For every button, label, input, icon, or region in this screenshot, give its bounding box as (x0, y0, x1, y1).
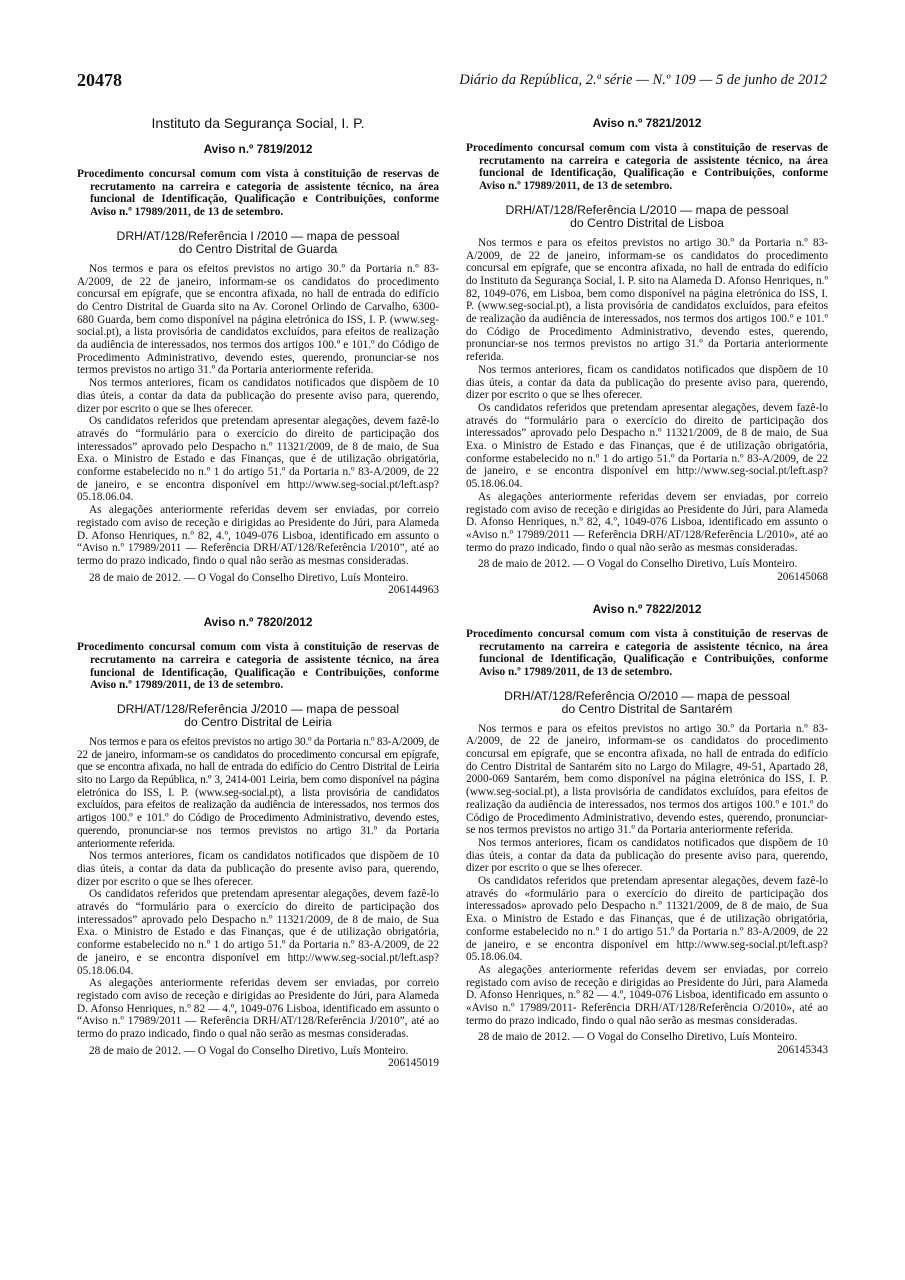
paragraph: Nos termos e para os efeitos previstos no artigo 30.º da Portaria n.º 83-A/2009, de 22 de janeiro, informam-se os candidatos do procedimento concursal em epígrafe, que se encontra afixada, no hall de entrada do edifício do Centro Distrital de Santarém sito no Largo do Milagre, 49-51, Apartado 28, 2000-069 Santarém, bem como disponível na página eletrónica do ISS, I. P. (www.seg-social.pt), a lista provisória de candidatos excluídos, para efeitos de realização da audiência de interessados, nos termos dos artigos 100.º e 101.º do Código de Procedimento Administrativo, devendo estes, querendo, pronunciar-se nos termos previstos no artigo 31.º da Portaria anteriormente referida. (466, 722, 828, 837)
spacer (77, 597, 439, 611)
reference-line-2: do Centro Distrital de Lisboa (570, 216, 724, 231)
aviso-title: Aviso n.º 7820/2012 (203, 615, 313, 630)
spacer (466, 584, 828, 598)
reference-heading (77, 703, 439, 730)
reference-line-2: do Centro Distrital de Guarda (178, 242, 338, 257)
document-code: 206145019 (388, 1057, 439, 1070)
document-code: 206145068 (777, 571, 828, 584)
paragraph: Nos termos e para os efeitos previstos no artigo 30.º da Portaria n.º 83-A/2009, de 22 de janeiro, informam-se os candidatos do procedimento concursal em epígrafe, que se encontra afixada, no hall de entrada do edifício do Instituto da Segurança Social, I. P. sito na Alameda D. Afonso Henriques, n.º 82, 1049-076, em Lisboa, bem como disponível na página eletrónica do ISS, I. P. (www.seg-social.pt), a lista provisória de candidatos excluídos, para efeitos de realização da audiência de interessados, nos termos dos artigos 100.º e 101.º do Código de Procedimento Administrativo, devendo estes, querendo, pronunciar-se nos termos previstos no artigo 31.º da Portaria anteriormente referida. (466, 236, 828, 364)
reference-line-2: do Centro Distrital de Santarém (561, 702, 733, 717)
left-column (77, 112, 439, 1070)
document-code: 206144963 (388, 584, 439, 597)
reference-line-1: DRH/AT/128/Referência O/2010 — mapa de pessoal (504, 688, 790, 703)
paragraph: Nos termos e para os efeitos previstos no artigo 30.º da Portaria n.º 83-A/2009, de 22 de janeiro, informam-se os candidatos do procedimento concursal em epígrafe, que se encontra afixada, no hall de entrada do edifício do Centro Distrital de Guarda sito na Av. Coronel Orlindo de Carvalho, 6300-680 Guarda, bem como disponível na página eletrónica do ISS, I. P. (www.seg-social.pt), a lista provisória de candidatos excluídos, para efeitos de realização da audiência de interessados, nos termos dos artigos 100.º e 101.º do Código de Procedimento Administrativo, devendo estes, querendo, pronunciar-se nos termos previstos no artigo 31.º da Portaria anteriormente referida. (77, 262, 439, 377)
procedure-summary: Procedimento concursal comum com vista à constituição de reservas de recrutamento na carreira e categoria de assistente técnico, na área funcional de Identificação, Qualificação e Contribuições, conforme Aviso n.º 17989/2011, de 13 de setembro. (77, 168, 439, 219)
aviso-7820 (77, 615, 439, 1070)
reference-heading (466, 690, 828, 717)
paragraph: Nos termos anteriores, ficam os candidatos notificados que dispõem de 10 dias úteis, a contar da data da publicação do presente aviso para, querendo, dizer por escrito o que se lhes oferecer. (77, 377, 439, 415)
paragraph: Os candidatos referidos que pretendam apresentar alegações, devem fazê-lo através do “formulário para o exercício do direito de participação dos interessados” aprovado pelo Despacho n.º 11321/2009, de 8 de maio, de Sua Exa. o Ministro de Estado e das Finanças, que é de utilização obrigatória, conforme estabelecido no n.º 1 do artigo 51.º da Portaria n.º 83-A/2009, de 22 de janeiro, e se encontra disponível em http://www.seg-social.pt/left.asp?05.18.06.04. (466, 401, 828, 491)
right-column (466, 112, 828, 1057)
signature: 28 de maio de 2012. — O Vogal do Conselho Diretivo, Luís Monteiro. (478, 1031, 798, 1044)
reference-line-2: do Centro Distrital de Leiria (184, 715, 332, 730)
signature: 28 de maio de 2012. — O Vogal do Conselho Diretivo, Luís Monteiro. (478, 558, 798, 571)
reference-line-1: DRH/AT/128/Referência L/2010 — mapa de pessoal (505, 202, 789, 217)
paragraph: As alegações anteriormente referidas devem ser enviadas, por correio registado com aviso de receção e dirigidas ao Presidente do Júri, para Alameda D. Afonso Henriques, n.º 82, 4.º, 1049-076 Lisboa, identificado em assunto o «Aviso n.º 17989/2011 — Referência DRH/AT/128/Referência L/2010», até ao termo do prazo indicado, findo o qual não serão as mesmas consideradas. (466, 490, 828, 554)
paragraph: As alegações anteriormente referidas devem ser enviadas, por correio registado com aviso de receção e dirigidas ao Presidente do Júri, para Alameda D. Afonso Henriques, n.º 82 — 4.º, 1049-076 Lisboa, identificado em assunto o “Aviso n.º 17989/2011 — Referência DRH/AT/128/Referência J/2010”, até ao termo do prazo indicado, findo o qual não serão as mesmas consideradas. (77, 977, 439, 1041)
signature: 28 de maio de 2012. — O Vogal do Conselho Diretivo, Luís Monteiro. (89, 1044, 409, 1057)
paragraph: Os candidatos referidos que pretendam apresentar alegações, devem fazê-lo através do “formulário para o exercício do direito de participação dos interessados” aprovado pelo Despacho n.º 11321/2009, de 8 de maio, de Sua Exa. o Ministro de Estado e das Finanças, que é de utilização obrigatória, conforme estabelecido no n.º 1 do artigo 51.º da Portaria n.º 83-A/2009, de 22 de janeiro, e se encontra disponível em http://www.seg-social.pt/left.asp?05.18.06.04. (77, 415, 439, 504)
reference-line-1: DRH/AT/128/Referência J/2010 — mapa de pessoal (116, 701, 400, 716)
reference-heading (466, 204, 828, 231)
aviso-7821 (466, 116, 828, 584)
paragraph: Nos termos anteriores, ficam os candidatos notificados que dispõem de 10 dias úteis, a contar da data da publicação do presente aviso para, querendo, dizer por escrito o que se lhes oferecer. (466, 363, 828, 402)
paragraph: As alegações anteriormente referidas devem ser enviadas, por correio registado com aviso de receção e dirigidas ao Presidente do Júri, para Alameda D. Afonso Henriques, n.º 82, 4.º, 1049-076 Lisboa, identificado em assunto o “Aviso n.º 17989/2011 — Referência DRH/AT/128/Referência I/2010”, até ao termo do prazo indicado, findo o qual não serão as mesmas consideradas. (77, 504, 439, 567)
paragraph: Nos termos anteriores, ficam os candidatos notificados que dispõem de 10 dias úteis, a contar da data da publicação do presente aviso para, querendo, dizer por escrito o que se lhes oferecer. (466, 836, 828, 875)
paragraph: As alegações anteriormente referidas devem ser enviadas, por correio registado com aviso de receção e dirigidas ao Presidente do Júri, para Alameda D. Afonso Henriques, n.º 82 — 4.º, 1049-076 Lisboa, identificado em assunto o «Aviso n.º 17989/2011- Referência DRH/AT/128/Referência O/2010», até ao termo do prazo indicado, findo o qual não serão as mesmas consideradas. (466, 963, 828, 1027)
reference-heading (77, 230, 439, 257)
institute-title: Instituto da Segurança Social, I. P. (151, 115, 365, 131)
aviso-title: Aviso n.º 7822/2012 (592, 601, 702, 616)
paragraph: Nos termos anteriores, ficam os candidatos notificados que dispõem de 10 dias úteis, a contar da data da publicação do presente aviso para, querendo, dizer por escrito o que se lhes oferecer. (77, 850, 439, 888)
aviso-7819 (77, 142, 439, 597)
aviso-7822 (466, 602, 828, 1057)
procedure-summary: Procedimento concursal comum com vista à constituição de reservas de recrutamento na carreira e categoria de assistente técnico, na área funcional de Identificação, Qualificação e Contribuições, conforme Aviso n.º 17989/2011, de 13 de setembro. (466, 142, 828, 193)
page-number: 20478 (77, 70, 122, 90)
reference-line-1: DRH/AT/128/Referência I /2010 — mapa de pessoal (116, 228, 400, 243)
aviso-title: Aviso n.º 7821/2012 (592, 116, 702, 130)
document-code: 206145343 (777, 1044, 828, 1057)
aviso-title: Aviso n.º 7819/2012 (203, 142, 313, 156)
procedure-summary: Procedimento concursal comum com vista à constituição de reservas de recrutamento na carreira e categoria de assistente técnico, na área funcional de Identificação, Qualificação e Contribuições, conforme Aviso n.º 17989/2011, de 13 de setembro. (77, 641, 439, 692)
publication-header: Diário da República, 2.ª série — N.º 109 — 5 de junho de 2012 (459, 72, 827, 88)
paragraph: Os candidatos referidos que pretendam apresentar alegações, devem fazê-lo através do “formulário para o exercício do direito de participação dos interessados” aprovado pelo Despacho n.º 11321/2009, de 8 de maio, de Sua Exa. o Ministro de Estado e das Finanças, que é de utilização obrigatória, conforme estabelecido no n.º 1 do artigo 51.º da Portaria n.º 83-A/2009, de 22 de janeiro, e se encontra disponível em http://www.seg-social.pt/left.asp?05.18.06.04. (77, 888, 439, 977)
signature: 28 de maio de 2012. — O Vogal do Conselho Diretivo, Luís Monteiro. (89, 571, 409, 584)
paragraph: Os candidatos referidos que pretendam apresentar alegações, devem fazê-lo através do «formulário para o exercício do direito de participação dos interessados» aprovado pelo Despacho n.º 11321/2009, de 8 de maio, de Sua Exa. o Ministro de Estado e das Finanças, que é de utilização obrigatória, conforme estabelecido no n.º 1 do artigo 51.º da Portaria n.º 83-A/2009, de 22 de janeiro, e se encontra disponível em http://www.seg-social.pt/left.asp?05.18.06.04. (466, 875, 828, 964)
procedure-summary: Procedimento concursal comum com vista à constituição de reservas de recrutamento na carreira e categoria de assistente técnico, na área funcional de Identificação, Qualificação e Contribuições, conforme Aviso n.º 17989/2011, de 13 de setembro. (466, 627, 828, 678)
paragraph: Nos termos e para os efeitos previstos no artigo 30.º da Portaria n.º 83-A/2009, de 22 de janeiro, informam-se os candidatos do procedimento concursal em epígrafe, que se encontra afixada, no hall de entrada do edifício do Centro Distrital de Leiria sito no Largo da República, n.º 3, 2414-001 Leiria, bem como disponível na página eletrónica do ISS, I. P. (www.seg-social.pt), a lista provisória de candidatos excluídos, para efeitos de realização da audiência de interessados, nos termos dos artigos 100.º e 101.º do Código de Procedimento Administrativo, devendo estes, querendo, pronunciar-se nos termos previstos no artigo 31.º da Portaria anteriormente referida. (77, 735, 439, 850)
